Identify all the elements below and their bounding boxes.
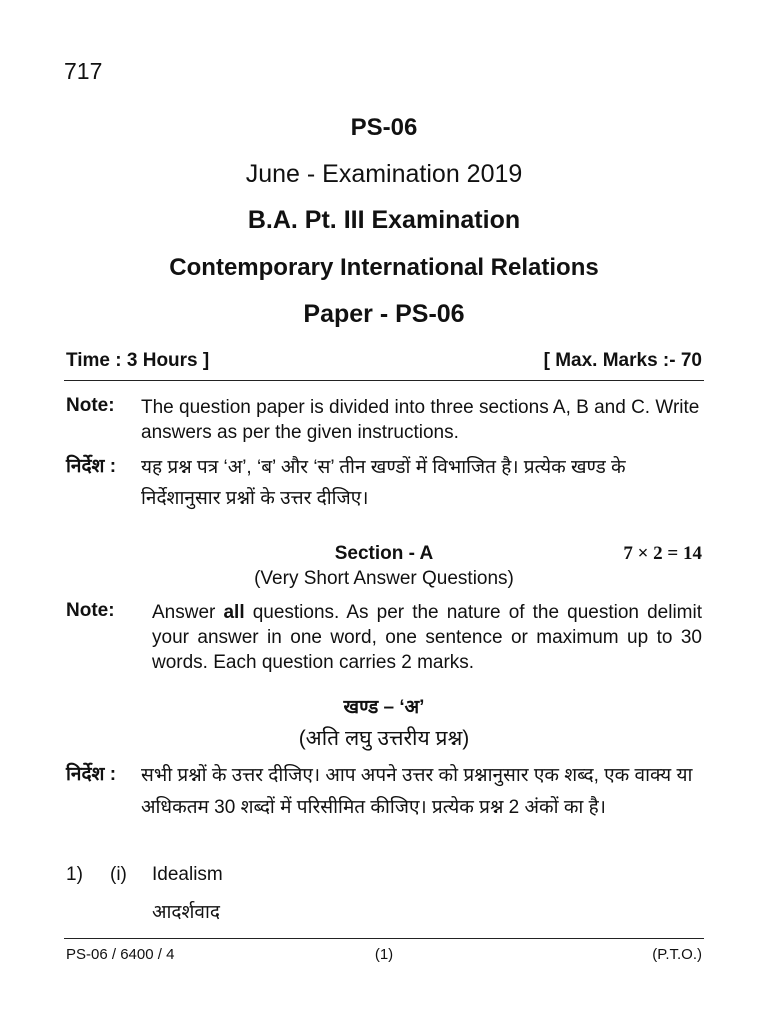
section-a-note-label-hindi: निर्देश : xyxy=(66,764,117,785)
general-note-text-hindi: यह प्रश्न पत्र ‘अ’, ‘ब’ और ‘स’ तीन खण्डों में विभाजित है। प्रत्येक खण्ड के निर्देशानुसार प्रश्नों के उत्तर दीजिए। xyxy=(141,457,626,509)
section-a-title-hindi: खण्ड – ‘अ’ xyxy=(343,697,425,718)
pto-label: (P.T.O.) xyxy=(652,946,702,963)
note-emphasis: all xyxy=(223,602,245,623)
exam-name: B.A. Pt. III Examination xyxy=(247,206,521,234)
paper-title: Paper - PS-06 xyxy=(303,300,465,328)
document-code: 717 xyxy=(64,58,103,84)
section-a-subtitle: (Very Short Answer Questions) xyxy=(254,568,514,589)
question-number: 1) xyxy=(66,864,83,885)
paper-code-heading: PS-06 xyxy=(350,114,418,141)
page-number: (1) xyxy=(374,946,394,963)
question-text-hindi: आदर्शवाद xyxy=(152,902,221,923)
section-a-note-text-hindi: सभी प्रश्नों के उत्तर दीजिए। आप अपने उत्तर को प्रश्नानुसार एक शब्द, एक वाक्य या अधिकतम 30 शब्दों में परिसीमित कीजिए। प्रत्येक प्रश्न 2 अंकों का है। xyxy=(141,765,693,818)
header-divider xyxy=(64,380,704,381)
general-note-text: The question paper is divided into three sections A, B and C. Write answers as per the given instructions. xyxy=(141,397,700,443)
general-note-label-hindi: निर्देश : xyxy=(66,456,117,477)
section-a-marks: 7 × 2 = 14 xyxy=(623,543,702,564)
section-a-note-text xyxy=(152,600,702,675)
footer-code: PS-06 / 6400 / 4 xyxy=(66,946,175,963)
question-text: Idealism xyxy=(152,864,223,885)
note-post: questions. As per the nature of the question delimit your answer in one word, one sentence or maximum up to 30 words. Each question carries 2 marks. xyxy=(152,602,702,673)
subject-title: Contemporary International Relations xyxy=(169,254,599,281)
time-allowed: Time : 3 Hours ] xyxy=(66,350,210,371)
question-subpart: (i) xyxy=(110,864,127,885)
section-a-title: Section - A xyxy=(334,543,434,564)
footer-divider xyxy=(64,938,704,939)
section-a-note-label: Note: xyxy=(66,600,115,621)
general-note-label: Note: xyxy=(66,395,115,416)
section-a-subtitle-hindi: (अति लघु उत्तरीय प्रश्न) xyxy=(298,727,470,750)
note-pre: Answer xyxy=(152,602,224,623)
max-marks: [ Max. Marks :- 70 xyxy=(543,350,702,371)
exam-session: June - Examination 2019 xyxy=(245,160,523,188)
